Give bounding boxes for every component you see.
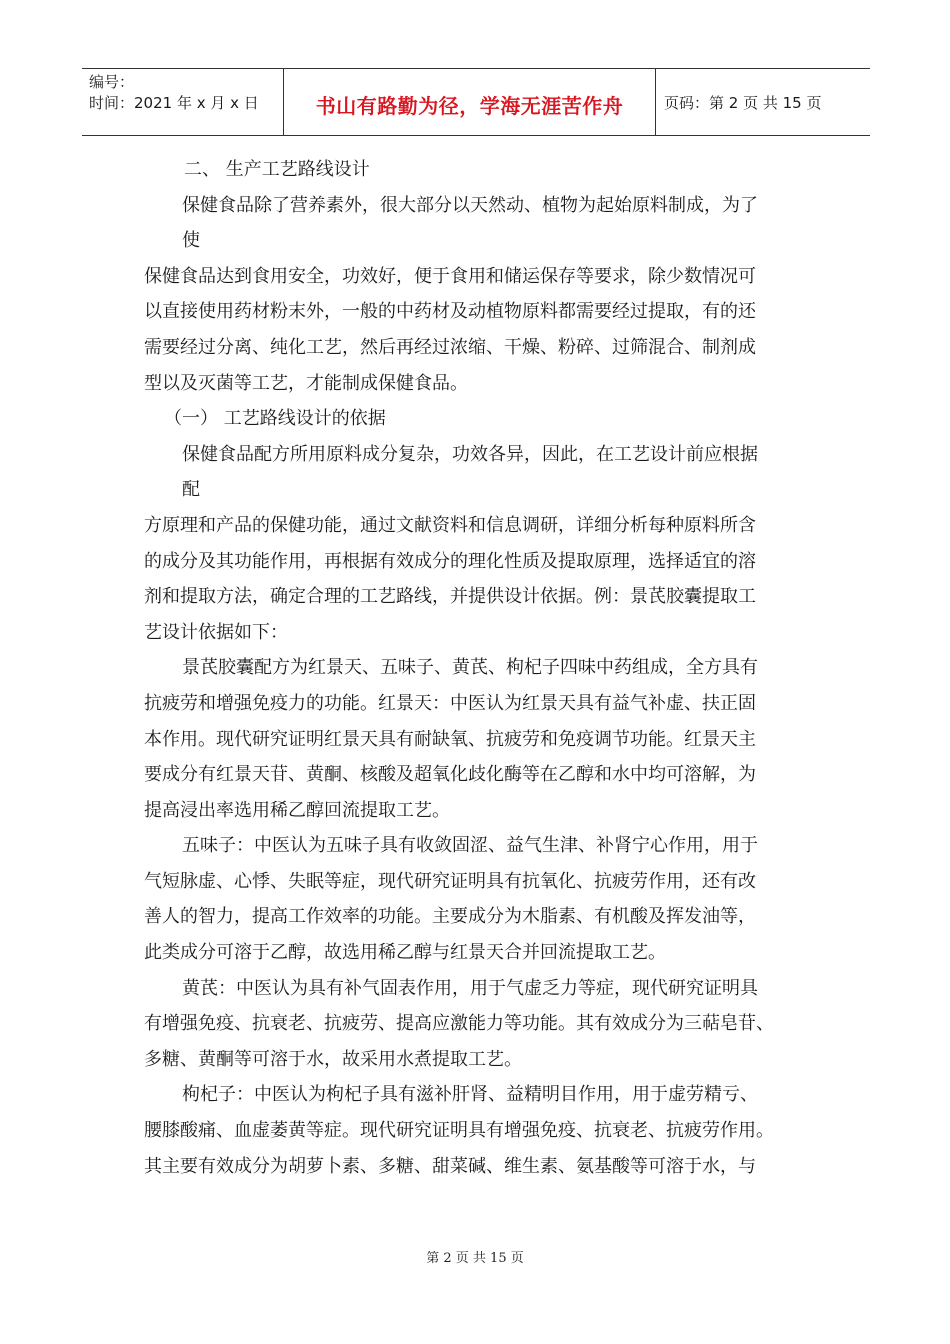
header-motto-cell <box>284 69 656 135</box>
paragraph-line: 要成分有红景天苷、黄酮、核酸及超氧化歧化酶等在乙醇和水中均可溶解，为 <box>144 764 756 786</box>
paragraph-line: 剂和提取方法，确定合理的工艺路线，并提供设计依据。例：景芪胶囊提取工 <box>144 586 756 608</box>
paragraph-line: 多糖、黄酮等可溶于水，故采用水煮提取工艺。 <box>144 1048 522 1070</box>
document-number-label: 编号： <box>89 73 135 91</box>
paragraph-line: 景芪胶囊配方为红景天、五味子、黄芪、枸杞子四味中药组成，全方具有 <box>182 657 758 679</box>
header-motto: 书山有路勤为径，学海无涯苦作舟 <box>315 93 624 118</box>
subsection-heading: （一） 工艺路线设计的依据 <box>164 408 386 430</box>
paragraph-line: 气短脉虚、心悸、失眠等症，现代研究证明具有抗氧化、抗疲劳作用，还有改 <box>144 870 756 892</box>
document-date-label: 时间：2021 年 x 月 x 日 <box>89 94 259 112</box>
paragraph-line: 抗疲劳和增强免疫力的功能。红景天：中医认为红景天具有益气补虚、扶正固 <box>144 692 756 714</box>
paragraph-line: 的成分及其功能作用，再根据有效成分的理化性质及提取原理，选择适宜的溶 <box>144 550 756 572</box>
paragraph-line: 五味子：中医认为五味子具有收敛固涩、益气生津、补肾宁心作用，用于 <box>182 835 758 857</box>
paragraph-line: 其主要有效成分为胡萝卜素、多糖、甜菜碱、维生素、氨基酸等可溶于水，与 <box>144 1155 756 1177</box>
document-header <box>82 68 870 136</box>
paragraph-line: 黄芪：中医认为具有补气固表作用，用于气虚乏力等症，现代研究证明具 <box>182 977 758 999</box>
paragraph-line: 方原理和产品的保健功能，通过文献资料和信息调研，详细分析每种原料所含 <box>144 514 756 536</box>
paragraph-line: 需要经过分离、纯化工艺，然后再经过浓缩、干燥、粉碎、过筛混合、制剂成 <box>144 336 756 358</box>
paragraph-line: 此类成分可溶于乙醇，故选用稀乙醇与红景天合并回流提取工艺。 <box>144 942 666 964</box>
paragraph-line: 使 <box>182 230 200 252</box>
paragraph-line: 艺设计依据如下： <box>144 621 288 643</box>
page-footer <box>0 1247 950 1266</box>
paragraph-line: 枸杞子：中医认为枸杞子具有滋补肝肾、益精明目作用，用于虚劳精亏、 <box>182 1084 758 1106</box>
paragraph-line: 配 <box>182 479 200 501</box>
paragraph-line: 腰膝酸痛、血虚萎黄等症。现代研究证明具有增强免疫、抗衰老、抗疲劳作用。 <box>144 1120 774 1142</box>
paragraph-line: 有增强免疫、抗衰老、抗疲劳、提高应激能力等功能。其有效成分为三萜皂苷、 <box>144 1013 774 1035</box>
paragraph-line: 型以及灭菌等工艺，才能制成保健食品。 <box>144 372 468 394</box>
header-page-info: 页码：第 2 页 共 15 页 <box>664 93 822 112</box>
paragraph-line: 保健食品除了营养素外，很大部分以天然动、植物为起始原料制成，为了 <box>182 194 758 216</box>
header-page-cell <box>656 69 870 135</box>
section-heading: 二、 生产工艺路线设计 <box>184 159 370 180</box>
footer-page-number: 第 2 页 共 15 页 <box>426 1251 524 1266</box>
paragraph-line: 保健食品达到食用安全，功效好，便于食用和储运保存等要求，除少数情况可 <box>144 265 756 287</box>
paragraph-line: 提高浸出率选用稀乙醇回流提取工艺。 <box>144 799 450 821</box>
header-meta-cell <box>82 69 284 135</box>
paragraph-line: 本作用。现代研究证明红景天具有耐缺氧、抗疲劳和免疫调节功能。红景天主 <box>144 728 756 750</box>
paragraph-line: 保健食品配方所用原料成分复杂，功效各异，因此，在工艺设计前应根据 <box>182 443 758 465</box>
document-body <box>144 152 814 1184</box>
paragraph-line: 以直接使用药材粉末外，一般的中药材及动植物原料都需要经过提取，有的还 <box>144 301 756 323</box>
paragraph-line: 善人的智力，提高工作效率的功能。主要成分为木脂素、有机酸及挥发油等， <box>144 906 756 928</box>
